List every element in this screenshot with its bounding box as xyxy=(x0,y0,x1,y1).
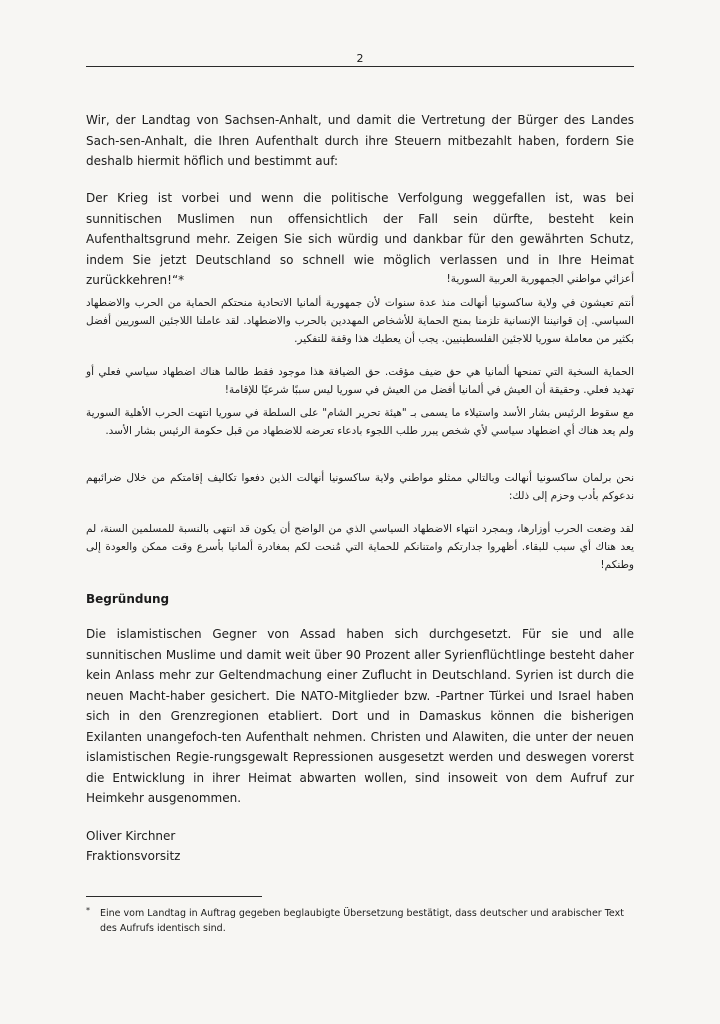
arabic-paragraph-1: أنتم تعيشون في ولاية ساكسونيا أنهالت منذ عدة سنوات لأن جمهورية ألمانيا الاتحادية منحتكم الحماية من الحرب والاضطهاد السياسي. إن قوانيننا الإنسانية تلزمنا بمنح الحماية للأشخاص المهددين بالحرب والاضطهاد. لقد عاملنا اللاجئين السوريين أفضل بكثير من معاملة سوريا للاجئين الفلسطينيين. يجب أن يعطيك هذا وقفة للتفكير. xyxy=(86,297,634,345)
paragraph-appeal-german: Der Krieg ist vorbei und wenn die politische Verfolgung weggefallen ist, was bei sunnitischen Muslimen nun offensichtlich der Fall sein dürfte, besteht kein Aufenthaltsgrund mehr. Zeigen Sie sich würdig und dankbar für den gewährten Schutz, indem Sie jetzt Deutschland so schnell wie möglich verlassen und in Ihre Heimat zurückkehren!“* xyxy=(86,191,634,287)
signature-role: Fraktionsvorsitz xyxy=(86,849,181,863)
arabic-paragraph-3: مع سقوط الرئيس بشار الأسد واستيلاء ما يسمى بـ "هيئة تحرير الشام" على السلطة في سوريا انتهت الحرب الأهلية السورية ولم يعد هناك أي اضطهاد سياسي لأي شخص يبرر طلب اللجوء بادعاء تعرضه للاضطهاد من قبل حكومة الرئيس بشار الأسد. xyxy=(86,407,634,437)
footnote xyxy=(86,906,634,936)
section-heading: Begründung xyxy=(86,592,170,606)
footnote-text: Eine vom Landtag in Auftrag gegeben beglaubigte Übersetzung bestätigt, dass deutscher und arabischer Text des Aufrufs identisch sind. xyxy=(100,908,624,934)
paragraph-justification: Die islamistischen Gegner von Assad haben sich durchgesetzt. Für sie und alle sunnitischen Muslime und damit weit über 90 Prozent aller Syrienflüchtlinge besteht daher kein Anlass mehr zur Geltendmachung einer Zuflucht in Deutschland. Syrien ist durch die neuen Macht-haber gesichert. Die NATO-Mitglieder bzw. -Partner Türkei und Israel haben sich in den Grenzregionen etabliert. Dort und in Damaskus können die bisherigen Exilanten unangefoch-ten Aufenthalt nehmen. Christen und Alawiten, die unter der neuen islamistischen Regie-rungsgewalt Repressionen ausgesetzt werden und deswegen vorerst die Entwicklung in ihrer Heimat abwarten wollen, sind insoweit von dem Aufruf zur Heimkehr ausgenommen. xyxy=(86,627,634,805)
footnote-rule xyxy=(86,896,262,897)
arabic-paragraph-4: نحن برلمان ساكسونيا أنهالت وبالتالي ممثلو مواطني ولاية ساكسونيا أنهالت الذين دفعوا تكاليف إقامتكم من خلال ضرائبهم ندعوكم بأدب وحزم إلى ذلك: xyxy=(86,472,634,502)
page-number: 2 xyxy=(356,52,364,65)
arabic-paragraph-5: لقد وضعت الحرب أوزارها، وبمجرد انتهاء الاضطهاد السياسي الذي من الواضح أن يكون قد انتهى بالنسبة للمسلمين السنة، لم يعد هناك أي سبب للبقاء. أظهروا جدارتكم وامتنانكم للحماية التي مُنحت لكم بمغادرة ألمانيا بأسرع وقت ممكن والعودة إلى وطنكم! xyxy=(86,523,634,571)
arabic-salutation: أعزائي مواطني الجمهورية العربية السورية! xyxy=(446,273,634,285)
arabic-paragraph-2: الحماية السخية التي تمنحها ألمانيا هي حق ضيف مؤقت. حق الضيافة هذا موجود فقط طالما هناك اضطهاد سياسي فعلي أو تهديد فعلي. وحقيقة أن العيش في ألمانيا أفضل من العيش في سوريا ليس سببًا شرعيًا للإقامة! xyxy=(86,366,634,396)
signature-name: Oliver Kirchner xyxy=(86,829,176,843)
paragraph-request: Wir, der Landtag von Sachsen-Anhalt, und damit die Vertretung der Bürger des Landes Sach-sen-Anhalt, die Ihren Aufenthalt durch ihre Steuern mitbezahlt haben, fordern Sie deshalb hiermit höflich und bestimmt auf: xyxy=(86,113,634,168)
header-rule xyxy=(86,66,634,67)
footnote-marker: * xyxy=(86,906,90,915)
